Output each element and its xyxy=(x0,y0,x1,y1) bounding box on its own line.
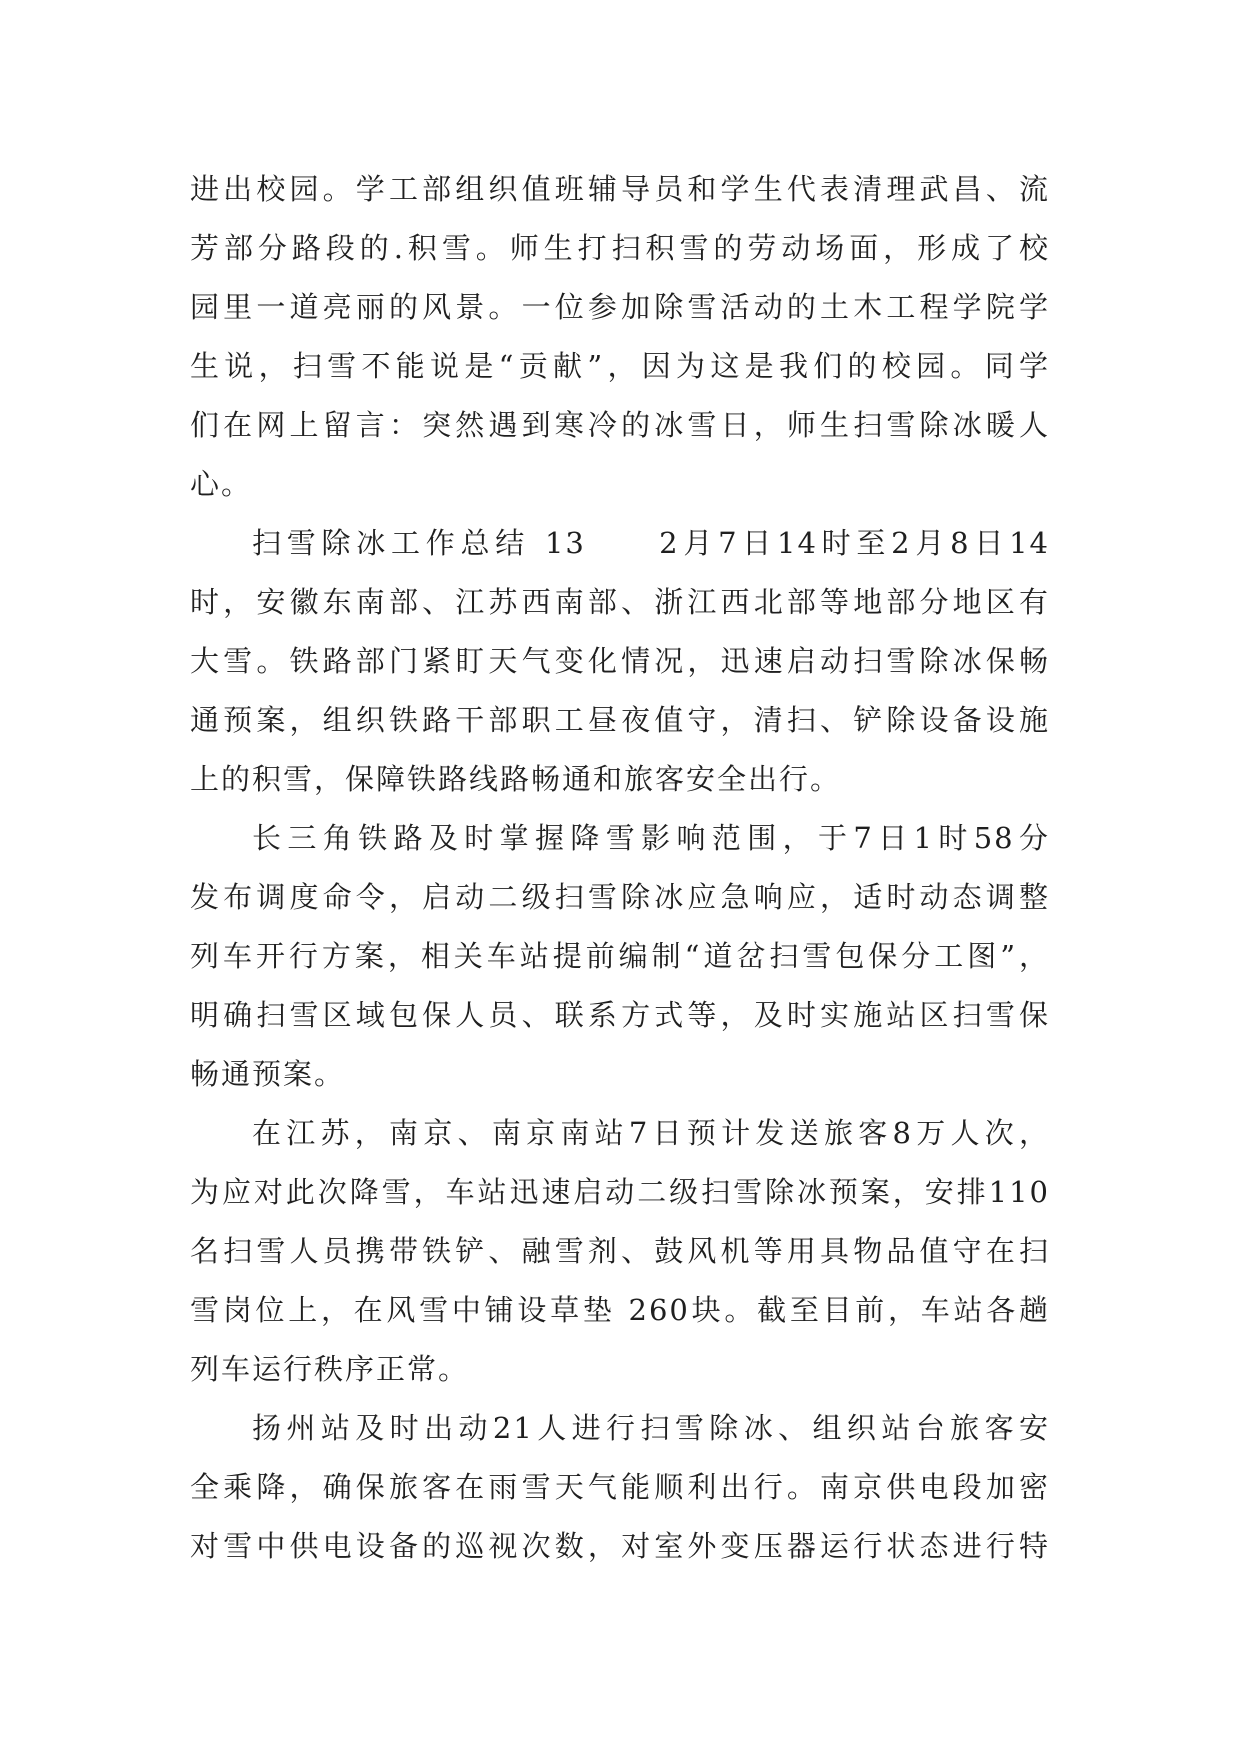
text-line: 对雪中供电设备的巡视次数，对室外变压器运行状态进行特 xyxy=(190,1529,1050,1563)
text-line: 上的积雪，保障铁路线路畅通和旅客安全出行。 xyxy=(190,762,842,796)
text-line: 全乘降，确保旅客在雨雪天气能顺利出行。南京供电段加密 xyxy=(190,1470,1050,1504)
text-line: 发布调度命令，启动二级扫雪除冰应急响应，适时动态调整 xyxy=(190,880,1050,914)
paragraph-start-line: 长三角铁路及时掌握降雪影响范围，于7日1时58分 xyxy=(252,821,1050,855)
text-line: 心。 xyxy=(190,467,253,501)
paragraph-start-line: 在江苏，南京、南京南站7日预计发送旅客8万人次， xyxy=(252,1116,1050,1150)
text-line: 芳部分路段的.积雪。师生打扫积雪的劳动场面，形成了校 xyxy=(190,231,1050,265)
text-line: 为应对此次降雪，车站迅速启动二级扫雪除冰预案，安排110 xyxy=(190,1175,1050,1209)
text-line: 大雪。铁路部门紧盯天气变化情况，迅速启动扫雪除冰保畅 xyxy=(190,644,1050,678)
text-line: 通预案，组织铁路干部职工昼夜值守，清扫、铲除设备设施 xyxy=(190,703,1050,737)
text-line: 畅通预案。 xyxy=(190,1057,346,1091)
text-line: 雪岗位上，在风雪中铺设草垫 260块。截至目前，车站各趟 xyxy=(190,1293,1050,1327)
text-line: 名扫雪人员携带铁铲、融雪剂、鼓风机等用具物品值守在扫 xyxy=(190,1234,1050,1268)
paragraph-start-line: 扬州站及时出动21人进行扫雪除冰、组织站台旅客安 xyxy=(252,1411,1050,1445)
text-line: 列车开行方案，相关车站提前编制“道岔扫雪包保分工图”， xyxy=(190,939,1050,973)
text-line: 生说，扫雪不能说是“贡献”，因为这是我们的校园。同学 xyxy=(190,349,1050,383)
text-line: 们在网上留言：突然遇到寒冷的冰雪日，师生扫雪除冰暖人 xyxy=(190,408,1050,442)
text-line: 进出校园。学工部组织值班辅导员和学生代表清理武昌、流 xyxy=(190,172,1050,206)
document-body xyxy=(190,160,1050,1576)
text-line: 明确扫雪区域包保人员、联系方式等，及时实施站区扫雪保 xyxy=(190,998,1050,1032)
text-line: 时，安徽东南部、江苏西南部、浙江西北部等地部分地区有 xyxy=(190,585,1050,619)
paragraph-start-line: 扫雪除冰工作总结 13 2月7日14时至2月8日14 xyxy=(252,526,1050,560)
text-line: 列车运行秩序正常。 xyxy=(190,1352,470,1386)
text-line: 园里一道亮丽的风景。一位参加除雪活动的土木工程学院学 xyxy=(190,290,1050,324)
